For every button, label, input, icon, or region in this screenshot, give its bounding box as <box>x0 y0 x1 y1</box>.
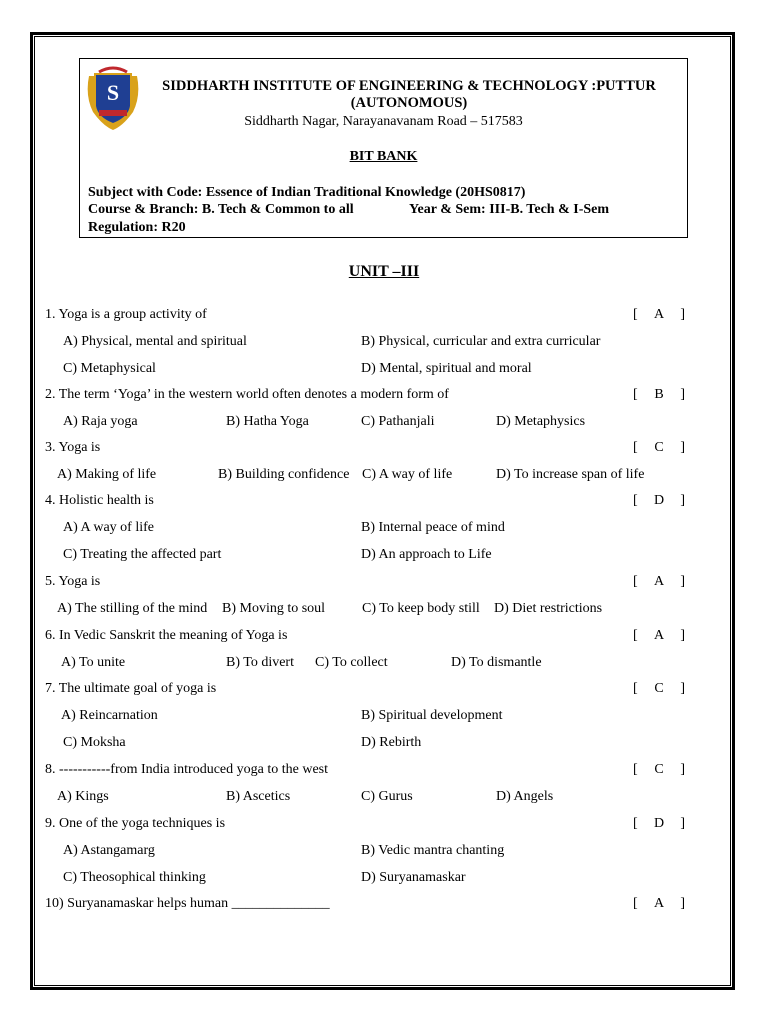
answer-bracket-left: [ <box>633 440 638 455</box>
answer-bracket-left: [ <box>633 493 638 508</box>
answer-key <box>633 896 685 912</box>
option-text: D) Diet restrictions <box>494 601 603 616</box>
option-text: C) To collect <box>315 655 388 670</box>
answer-bracket-left: [ <box>633 387 638 402</box>
answer-bracket-right: ] <box>680 440 685 455</box>
question-text: 7. The ultimate goal of yoga is <box>45 681 217 696</box>
question-text: 10) Suryanamaskar helps human ______________ <box>45 896 330 911</box>
answer-letter: A <box>653 307 665 322</box>
option-text: C) Gurus <box>361 789 413 804</box>
option-text: B) Hatha Yoga <box>226 414 309 429</box>
option-text: A) Physical, mental and spiritual <box>63 334 247 349</box>
option-text: A) Kings <box>57 789 109 804</box>
institute-name-line1: SIDDHARTH INSTITUTE OF ENGINEERING & TECHNOLOGY :PUTTUR <box>162 78 656 94</box>
answer-key <box>633 307 685 323</box>
option-text: A) Reincarnation <box>61 708 158 723</box>
institute-name-line2: (AUTONOMOUS) <box>350 95 468 111</box>
option-text: A) A way of life <box>63 520 154 535</box>
question-text: 9. One of the yoga techniques is <box>45 816 226 831</box>
option-text: D) Metaphysics <box>496 414 586 429</box>
answer-bracket-right: ] <box>680 574 685 589</box>
option-text: B) Internal peace of mind <box>361 520 505 535</box>
answer-letter: B <box>654 387 664 402</box>
unit-title: UNIT –III <box>348 263 420 280</box>
question-text: 2. The term ‘Yoga’ in the western world often denotes a modern form of <box>45 387 449 402</box>
option-text: C) Metaphysical <box>63 361 156 376</box>
regulation: Regulation: R20 <box>88 220 186 235</box>
option-text: B) Vedic mantra chanting <box>361 843 505 858</box>
answer-key <box>633 387 685 403</box>
answer-bracket-right: ] <box>680 628 685 643</box>
answer-bracket-right: ] <box>680 816 685 831</box>
subject-with-code: Subject with Code: Essence of Indian Traditional Knowledge (20HS0817) <box>88 185 526 200</box>
option-text: C) Treating the affected part <box>63 547 222 562</box>
answer-bracket-right: ] <box>680 493 685 508</box>
answer-bracket-left: [ <box>633 816 638 831</box>
question-text: 3. Yoga is <box>45 440 101 455</box>
answer-letter: C <box>654 681 664 696</box>
institute-address: Siddharth Nagar, Narayanavanam Road – 517583 <box>244 114 523 129</box>
question-text: 1. Yoga is a group activity of <box>45 307 207 322</box>
answer-letter: D <box>653 816 665 831</box>
option-text: B) Physical, curricular and extra curricular <box>361 334 601 349</box>
option-text: A) Raja yoga <box>63 414 138 429</box>
answer-letter: D <box>653 493 665 508</box>
option-text: C) Theosophical thinking <box>63 870 206 885</box>
option-text: B) Ascetics <box>226 789 291 804</box>
answer-bracket-left: [ <box>633 307 638 322</box>
option-text: C) Pathanjali <box>361 414 435 429</box>
answer-bracket-left: [ <box>633 896 638 911</box>
answer-bracket-right: ] <box>680 896 685 911</box>
option-text: D) An approach to Life <box>361 547 492 562</box>
year-sem: Year & Sem: III-B. Tech & I-Sem <box>409 202 610 217</box>
option-text: A) Making of life <box>57 467 157 482</box>
option-text: C) A way of life <box>362 467 453 482</box>
answer-bracket-right: ] <box>680 387 685 402</box>
bit-bank-title: BIT BANK <box>349 149 418 164</box>
answer-letter: C <box>654 762 664 777</box>
option-text: A) To unite <box>61 655 126 670</box>
option-text: A) Astangamarg <box>63 843 155 858</box>
answer-letter: A <box>653 896 665 911</box>
option-text: D) Rebirth <box>361 735 422 750</box>
institute-crest-icon <box>83 66 143 132</box>
option-text: D) Angels <box>496 789 554 804</box>
answer-key <box>633 574 685 590</box>
answer-key <box>633 493 685 509</box>
option-text: C) To keep body still <box>362 601 480 616</box>
option-text: B) Spiritual development <box>361 708 503 723</box>
option-text: B) To divert <box>226 655 294 670</box>
answer-bracket-right: ] <box>680 307 685 322</box>
question-text: 5. Yoga is <box>45 574 101 589</box>
option-text: B) Building confidence <box>218 467 350 482</box>
answer-key <box>633 816 685 832</box>
answer-letter: A <box>653 628 665 643</box>
option-text: C) Moksha <box>63 735 126 750</box>
answer-bracket-right: ] <box>680 762 685 777</box>
question-text: 4. Holistic health is <box>45 493 154 508</box>
answer-bracket-left: [ <box>633 574 638 589</box>
answer-key <box>633 440 685 456</box>
institute-name <box>146 78 672 112</box>
option-text: A) The stilling of the mind <box>57 601 208 616</box>
option-text: D) Mental, spiritual and moral <box>361 361 532 376</box>
answer-bracket-left: [ <box>633 762 638 777</box>
question-text: 8. -----------from India introduced yoga to the west <box>45 762 329 777</box>
answer-bracket-left: [ <box>633 628 638 643</box>
answer-key <box>633 762 685 778</box>
answer-letter: C <box>654 440 664 455</box>
answer-key <box>633 628 685 644</box>
question-text: 6. In Vedic Sanskrit the meaning of Yoga is <box>45 628 288 643</box>
answer-key <box>633 681 685 697</box>
option-text: D) To increase span of life <box>496 467 645 482</box>
answer-bracket-right: ] <box>680 681 685 696</box>
answer-bracket-left: [ <box>633 681 638 696</box>
course-branch: Course & Branch: B. Tech & Common to all <box>88 202 354 217</box>
option-text: B) Moving to soul <box>222 601 326 616</box>
option-text: D) To dismantle <box>451 655 542 670</box>
option-text: D) Suryanamaskar <box>361 870 466 885</box>
svg-text:S: S <box>106 80 120 105</box>
answer-letter: A <box>653 574 665 589</box>
